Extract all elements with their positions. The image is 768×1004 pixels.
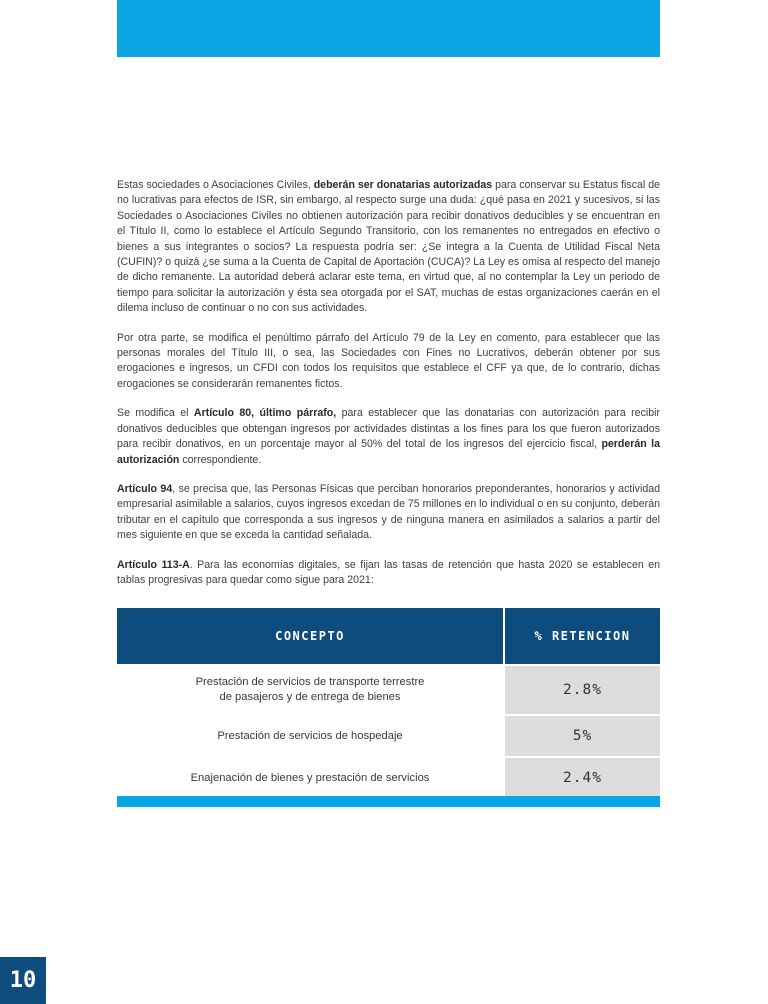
row-concept [117,666,504,714]
paragraph-5 [117,558,660,589]
row-rate: 2.8% [504,666,660,714]
body-text [117,178,660,602]
table-row [117,716,660,756]
paragraph-1-text-cont: para conservar su Estatus fiscal de no lucrativas para efectos de ISR, sin embargo, al respecto surge una duda: ¿qué pasa en 2021 y sucesivos, si las Sociedades o Asociaciones Civiles no obtienen autorización para recibir donativos deducibles y se encuentran en el Título II, como lo establece el Artículo Segundo Transitorio, con los remanentes no entregados en efectivo o bienes a sus integrantes o socios? La respuesta podría ser: ¿Se integra a la Cuenta de Utilidad Fiscal Neta (CUFIN)? o quizá ¿se suma a la Cuenta de Capital de Aportación (CUCA)? La Ley es omisa al respecto del manejo de dicho remanente. La autoridad deberá aclarar este tema, en virtud que, al no contemplar la Ley un periodo de tiempo para solicitar la autorización y ésta sea otorgada por el SAT, muchas de estas organizaciones caerán en el dilema incluso de continuar o no con sus actividades. [117,179,660,315]
paragraph-4-bold-article: Artículo 94 [117,482,173,495]
table-row [117,666,660,714]
paragraph-3-text-cont: para establecer que las donatarias con autorización para recibir donativos deducibles que obtengan ingresos por actividades distintas a los fines para los que fueron autorizados para recibir donativos, en un porcentaje mayor al 50% del total de los ingresos del ejercicio fiscal, [117,407,661,451]
paragraph-3-text-end: correspondiente. [179,453,262,466]
header-accent-bar [117,0,660,57]
header-concepto: CONCEPTO [117,608,504,664]
table-footer-accent-bar [117,796,660,807]
paragraph-1-text: Estas sociedades o Asociaciones Civiles, [117,179,314,191]
paragraph-3-bold-loss: perderán la autorización [117,438,660,466]
row-concept: Enajenación de bienes y prestación de servicios [117,758,504,798]
row-rate: 2.4% [504,758,660,798]
paragraph-1 [117,178,660,317]
paragraph-2: Por otra parte, se modifica el penúltimo párrafo del Artículo 79 de la Ley en comento, para establecer que las personas morales del Título III, o sea, las Sociedades con Fines no Lucrativos, deberán obtener por sus erogaciones e ingresos, un CFDI con todos los requisitos que establece el CFF ya que, de lo contrario, dichas erogaciones se considerarán remanentes fictos. [117,331,660,390]
paragraph-4 [117,482,660,544]
paragraph-3-text: Se modifica el [117,407,194,420]
table-header-row [117,608,660,664]
table-row [117,758,660,798]
row-concept: Prestación de servicios de hospedaje [117,716,504,756]
header-retencion: % RETENCION [504,608,660,664]
row-rate: 5% [504,716,660,756]
row-concept-line-1: Prestación de servicios de transporte terrestre [195,676,425,688]
retention-table [117,608,660,798]
paragraph-5-text: . Para las economías digitales, se fijan las tasas de retención que hasta 2020 se establecen en tablas progresivas para quedar como sigue para 2021: [117,558,660,586]
row-concept-line-2: de pasajeros y de entrega de bienes [219,691,401,703]
paragraph-5-bold-article: Artículo 113-A [117,558,190,571]
paragraph-3-bold-article: Artículo 80, último párrafo, [193,407,337,420]
paragraph-3 [117,406,660,468]
paragraph-1-bold: deberán ser donatarias autorizadas [313,179,493,191]
paragraph-4-text: , se precisa que, las Personas Físicas que perciban honorarios preponderantes, honorarios y actividad empresarial asimilable a salarios, cuyos ingresos excedan de 75 millones en lo individual o en su conjunto, deberán tributar en el capítulo que corresponda a sus ingresos y de ninguna manera en asimilados a salarios a partir del mes siguiente en que se exceda la cantidad señalada. [117,482,660,542]
page-number: 10 [0,957,46,1004]
